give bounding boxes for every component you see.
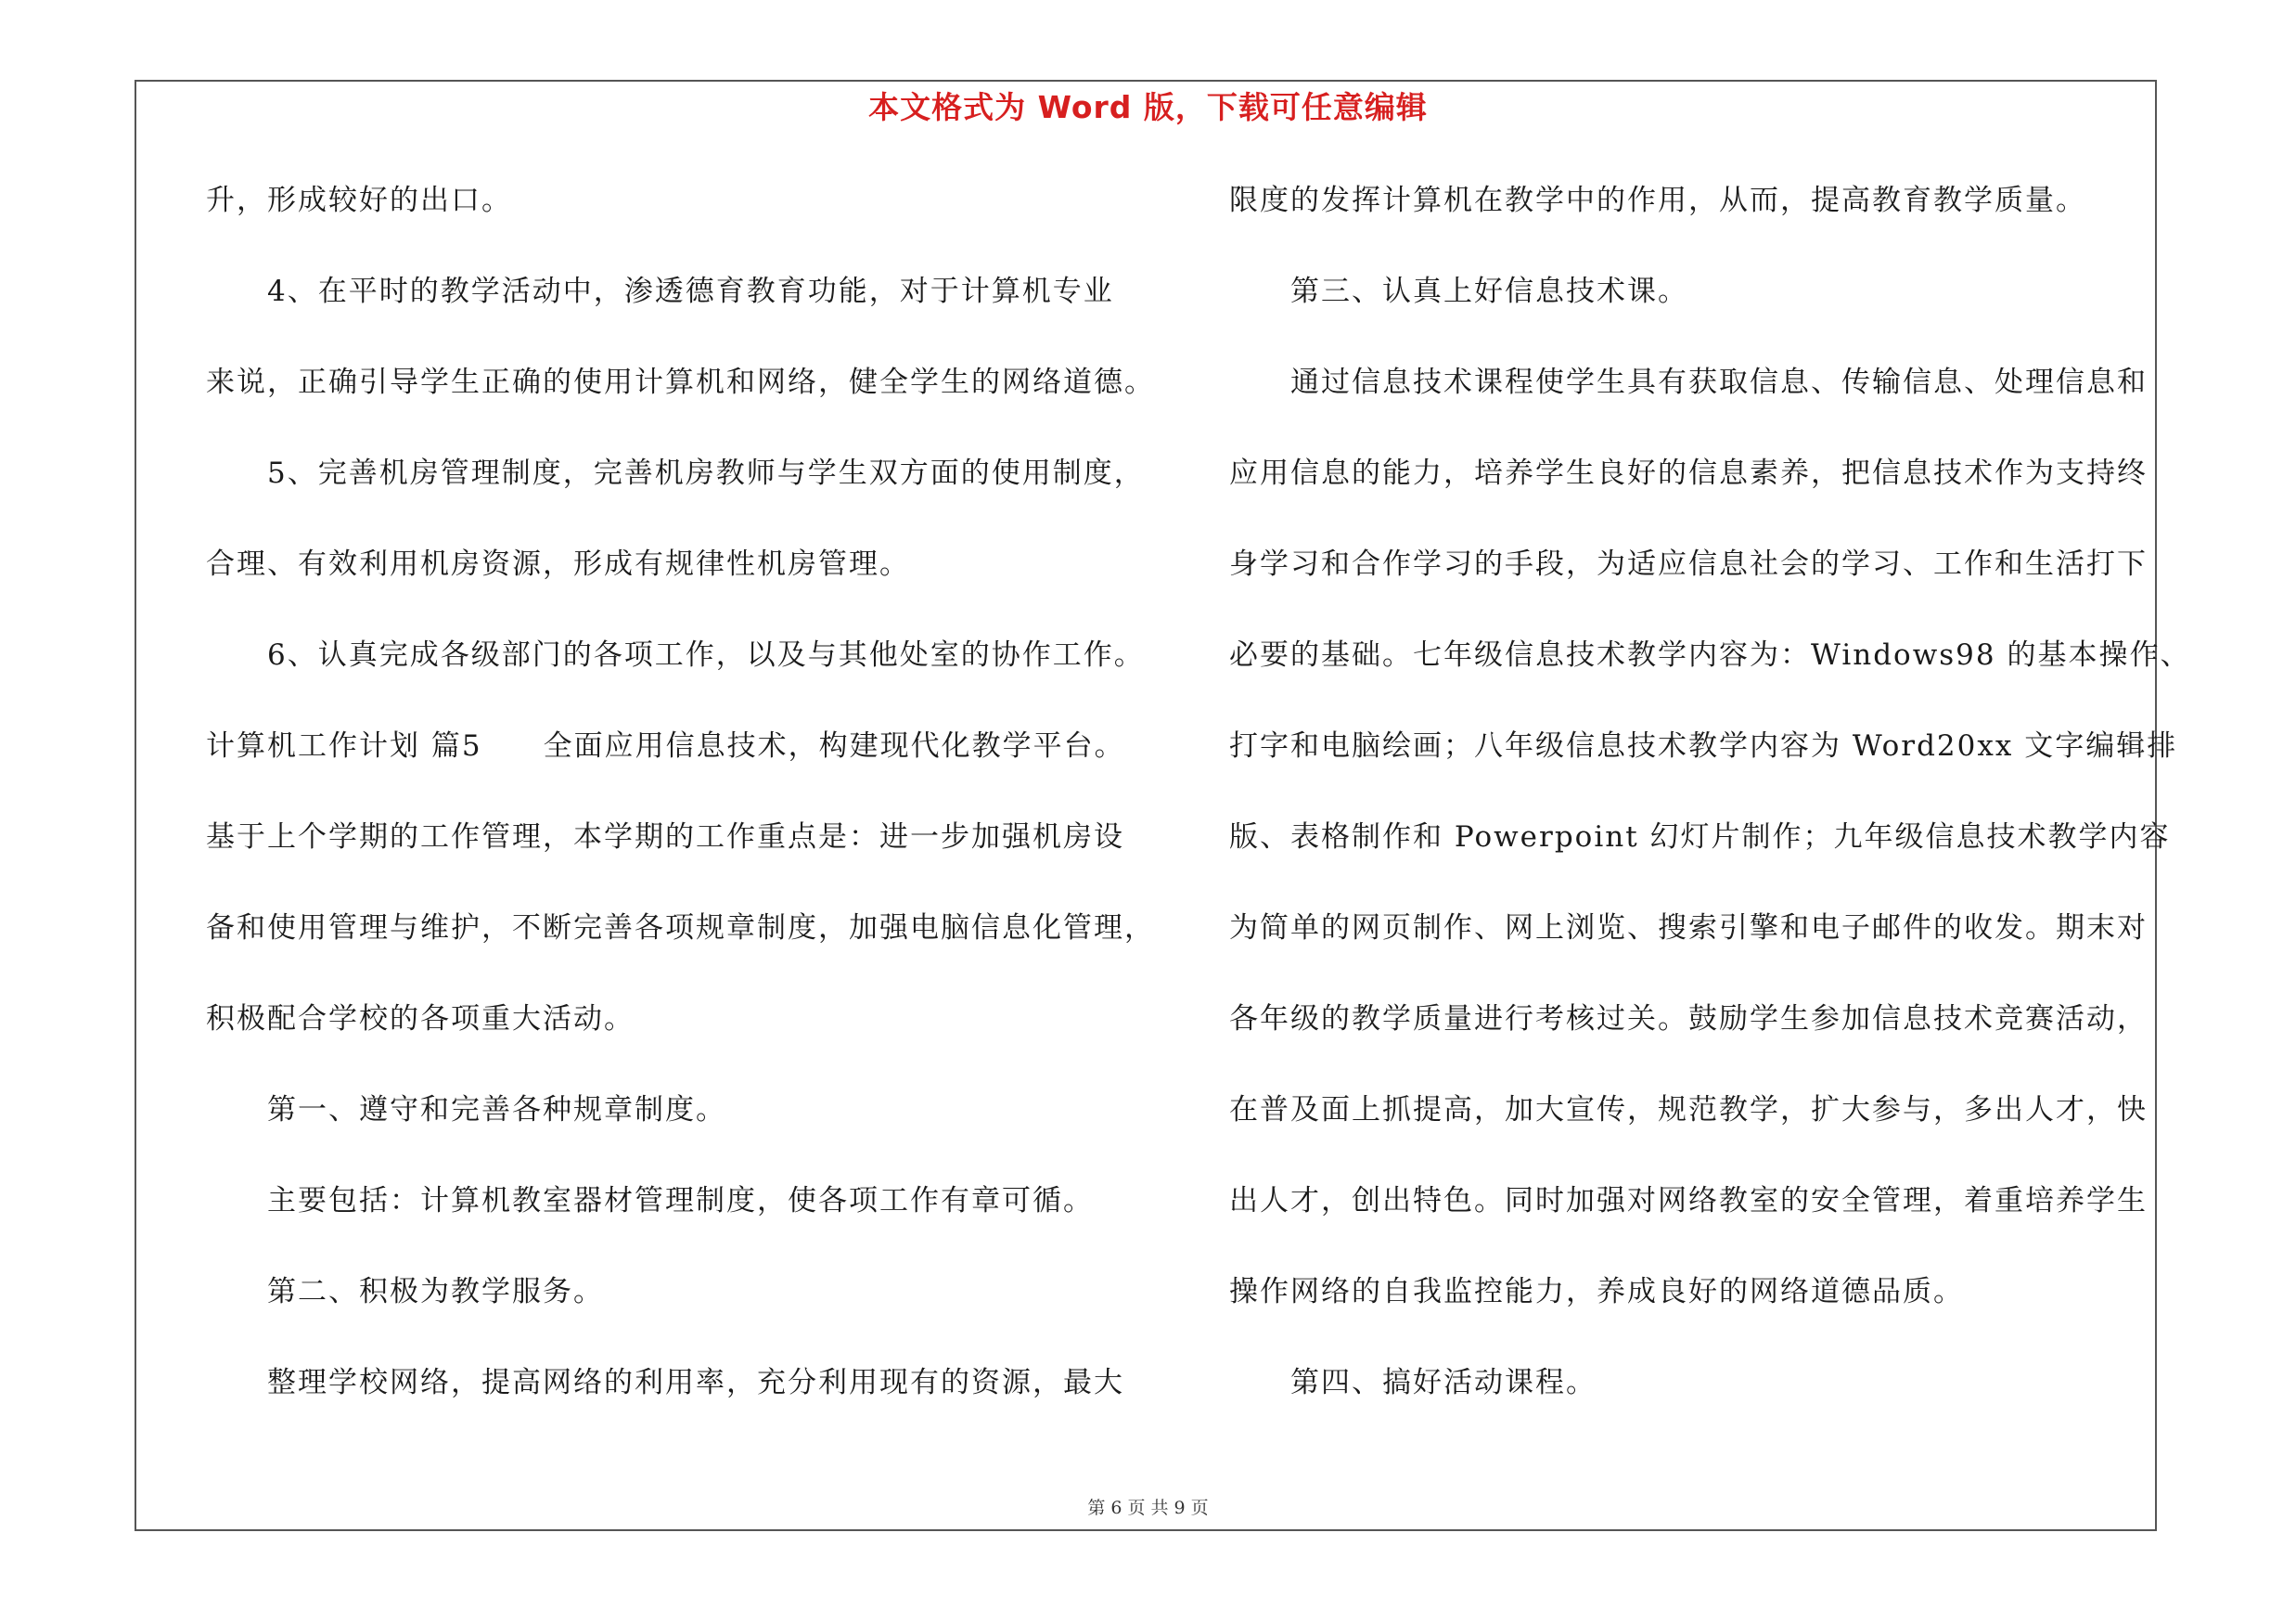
paragraph-line: 各年级的教学质量进行考核过关。鼓励学生参加信息技术竞赛活动， bbox=[1229, 1002, 2148, 1036]
paragraph-line: 版、表格制作和 Powerpoint 幻灯片制作；九年级信息技术教学内容 bbox=[1229, 820, 2171, 854]
page-number: 第 6 页 共 9 页 bbox=[1087, 1498, 1209, 1518]
paragraph-line: 打字和电脑绘画；八年级信息技术教学内容为 Word20xx 文字编辑排 bbox=[1229, 729, 2178, 763]
paragraph-line: 为简单的网页制作、网上浏览、搜索引擎和电子邮件的收发。期末对 bbox=[1229, 911, 2148, 945]
paragraph-line: 6、认真完成各级部门的各项工作，以及与其他处室的协作工作。 bbox=[267, 638, 1145, 672]
paragraph-line: 备和使用管理与维护，不断完善各项规章制度，加强电脑信息化管理， bbox=[206, 911, 1155, 945]
paragraph-line: 积极配合学校的各项重大活动。 bbox=[206, 1002, 635, 1036]
section-heading: 第四、搞好活动课程。 bbox=[1290, 1366, 1597, 1399]
paragraph-line: 限度的发挥计算机在教学中的作用，从而，提高教育教学质量。 bbox=[1229, 184, 2086, 217]
paragraph-line: 身学习和合作学习的手段，为适应信息社会的学习、工作和生活打下 bbox=[1229, 547, 2148, 581]
right-column bbox=[1229, 182, 2191, 1455]
paragraph-line: 来说，正确引导学生正确的使用计算机和网络，健全学生的网络道德。 bbox=[206, 366, 1155, 399]
left-column bbox=[206, 182, 1155, 1455]
paragraph-line: 操作网络的自我监控能力，养成良好的网络道德品质。 bbox=[1229, 1275, 1964, 1308]
paragraph-line: 主要包括：计算机教室器材管理制度，使各项工作有章可循。 bbox=[267, 1184, 1094, 1217]
paragraph-line: 在普及面上抓提高，加大宣传，规范教学，扩大参与，多出人才，快 bbox=[1229, 1093, 2148, 1127]
paragraph-line: 整理学校网络，提高网络的利用率，充分利用现有的资源，最大 bbox=[267, 1366, 1124, 1399]
section-heading: 第二、积极为教学服务。 bbox=[267, 1275, 604, 1308]
paragraph-line: 合理、有效利用机房资源，形成有规律性机房管理。 bbox=[206, 547, 910, 581]
section-heading: 第一、遵守和完善各种规章制度。 bbox=[267, 1093, 726, 1127]
format-banner: 本文格式为 Word 版，下载可任意编辑 bbox=[868, 89, 1428, 125]
paragraph-line: 5、完善机房管理制度，完善机房教师与学生双方面的使用制度， bbox=[267, 457, 1145, 490]
paragraph-line: 必要的基础。七年级信息技术教学内容为：Windows98 的基本操作、 bbox=[1229, 638, 2191, 672]
paragraph-line: 应用信息的能力，培养学生良好的信息素养，把信息技术作为支持终 bbox=[1229, 457, 2148, 490]
paragraph-line: 计算机工作计划 篇5 全面应用信息技术，构建现代化教学平台。 bbox=[206, 729, 1125, 763]
paragraph-line: 升，形成较好的出口。 bbox=[206, 184, 512, 217]
paragraph-line: 出人才，创出特色。同时加强对网络教室的安全管理，着重培养学生 bbox=[1229, 1184, 2148, 1217]
paragraph-line: 4、在平时的教学活动中，渗透德育教育功能，对于计算机专业 bbox=[267, 275, 1114, 308]
paragraph-line: 通过信息技术课程使学生具有获取信息、传输信息、处理信息和 bbox=[1290, 366, 2148, 399]
section-heading: 第三、认真上好信息技术课。 bbox=[1290, 275, 1688, 308]
paragraph-line: 基于上个学期的工作管理，本学期的工作重点是：进一步加强机房设 bbox=[206, 820, 1124, 854]
